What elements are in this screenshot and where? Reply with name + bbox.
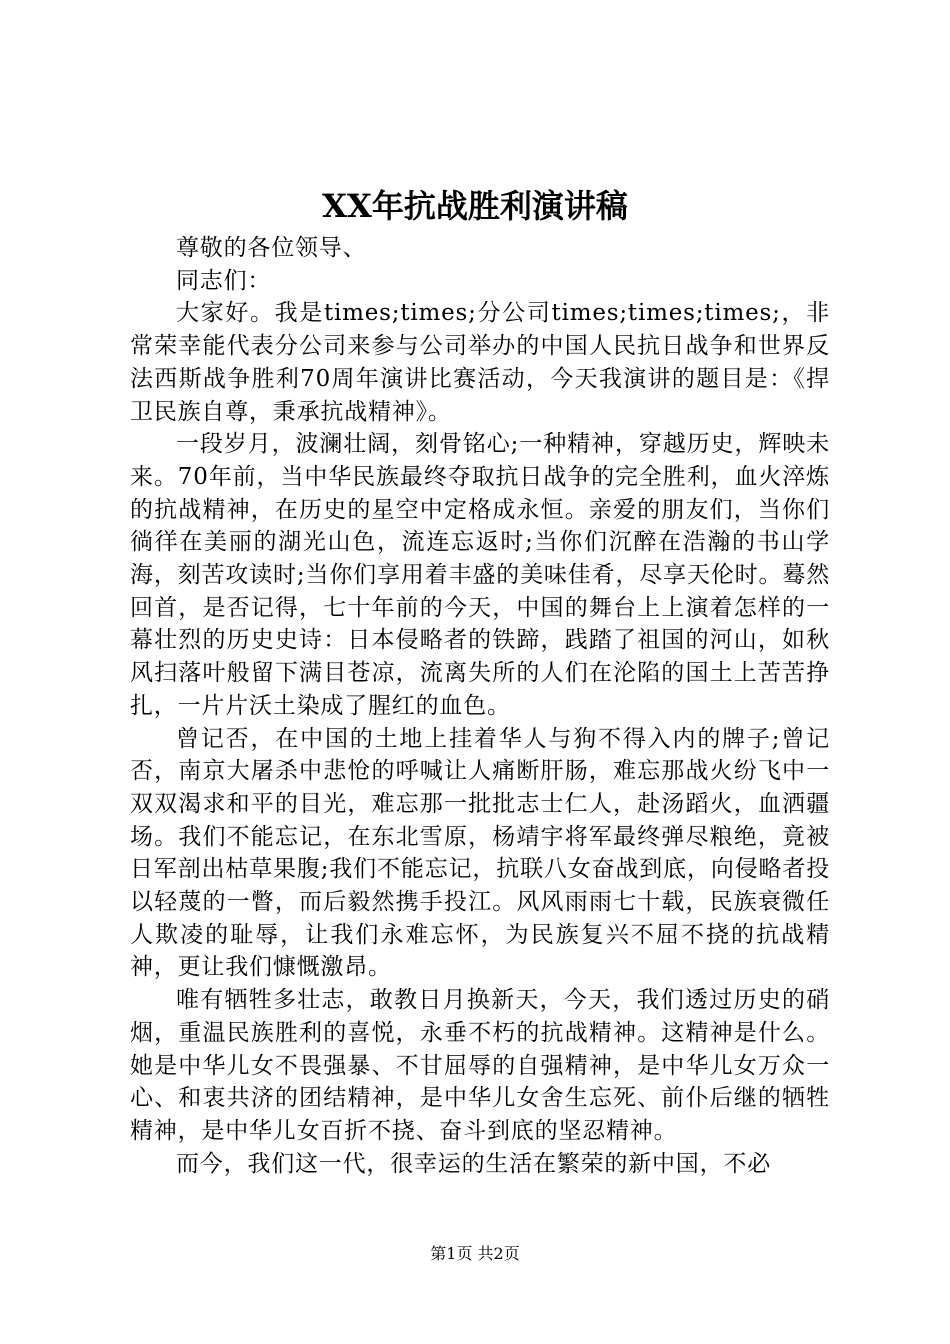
document-title: XX年抗战胜利演讲稿 [322,187,628,225]
paragraph-history: 一段岁月，波澜壮阔，刻骨铭心;一种精神，穿越历史，辉映未来。70年前，当中华民族最终夺取抗日战争的完全胜利，血火淬炼的抗战精神，在历史的星空中定格成永恒。亲爱的朋友们，当你们徜徉在美丽的湖光山色，流连忘返时;当你们沉醉在浩瀚的书山学海，刻苦攻读时;当你们享用着丰盛的美味佳肴，尽享天伦时。蓦然回首，是否记得，七十年前的今天，中国的舞台上上演着怎样的一幕壮烈的历史史诗：日本侵略者的铁蹄，践踏了祖国的河山，如秋风扫落叶般留下满目苍凉，流离失所的人们在沦陷的国土上苦苦挣扎，一片片沃土染成了腥红的血色。 [130,431,830,719]
paragraph-remember: 曾记否，在中国的土地上挂着华人与狗不得入内的牌子;曾记否，南京大屠杀中悲怆的呼喊让人痛断肝肠，难忘那战火纷飞中一双双渴求和平的目光，难忘那一批批志士仁人，赴汤蹈火，血洒疆场。我们不能忘记，在东北雪原，杨靖宇将军最终弹尽粮绝，竟被日军剖出枯草果腹;我们不能忘记，抗联八女奋战到底，向侵略者投以轻蔑的一瞥，而后毅然携手投江。风风雨雨七十载，民族衰微任人欺凌的耻辱，让我们永难忘怀，为民族复兴不屈不挠的抗战精神，更让我们慷慨激昂。 [130,725,830,981]
document-body [130,232,830,1180]
page-number-footer: 第1页 共2页 [430,1244,520,1263]
paragraph-today: 而今，我们这一代，很幸运的生活在繁荣的新中国，不必 [176,1150,771,1177]
salutation-line-2: 同志们： [176,267,272,294]
paragraph-intro: 大家好。我是times;times;分公司times;times;times;，非常荣幸能代表分公司来参与公司举办的中国人民抗日战争和世界反法西斯战争胜利70周年演讲比赛活动，今天我演讲的题目是：《捍卫民族自尊，秉承抗战精神》。 [130,300,830,425]
salutation-line-1: 尊敬的各位领导、 [176,235,367,261]
paragraph-spirit: 唯有牺牲多壮志，敢教日月换新天，今天，我们透过历史的硝烟，重温民族胜利的喜悦，永垂不朽的抗战精神。这精神是什么。她是中华儿女不畏强暴、不甘屈辱的自强精神，是中华儿女万众一心、和衷共济的团结精神，是中华儿女舍生忘死、前仆后继的牺牲精神，是中华儿女百折不挠、奋斗到底的坚忍精神。 [130,987,830,1144]
